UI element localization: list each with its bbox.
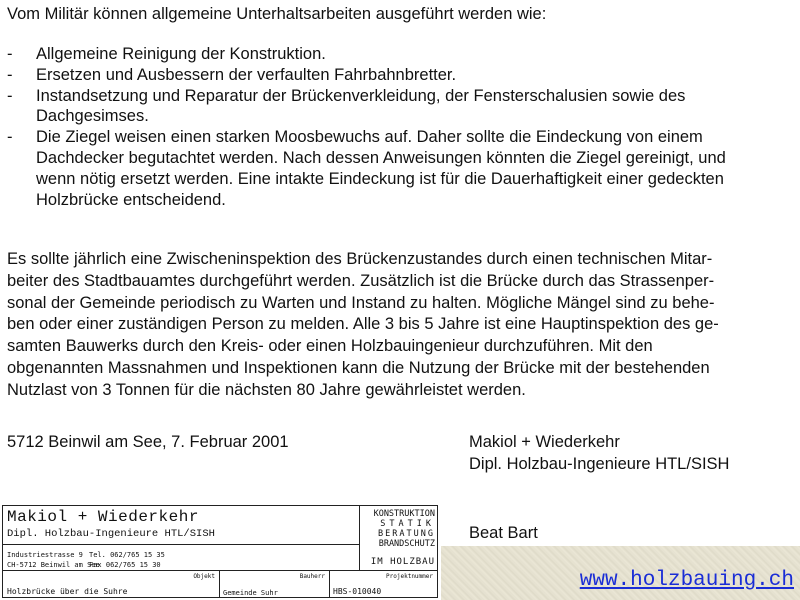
title-block bbox=[2, 505, 438, 598]
address-line: CH-5712 Beinwil am See bbox=[7, 561, 100, 569]
paragraph-line: beiter des Stadtbauamtes durchgeführt werden. Zusätzlich ist die Brücke durch das Strassenper- bbox=[7, 271, 715, 290]
objekt-value: Holzbrücke über die Suhre bbox=[7, 587, 128, 596]
fax-number: Fax 062/765 15 30 bbox=[89, 561, 161, 569]
list-item-text: Ersetzen und Ausbessern der verfaulten Fahrbahnbretter. bbox=[36, 65, 457, 84]
paragraph-line: samten Bauwerks durch den Kreis- oder einen Holzbauingenieur durchzuführen. Mit den bbox=[7, 337, 653, 356]
bullet-marker: - bbox=[7, 86, 13, 105]
title-block-services bbox=[361, 509, 435, 549]
signature-title: Dipl. Holzbau-Ingenieure HTL/SISH bbox=[469, 454, 730, 473]
signature-firm: Makiol + Wiederkehr bbox=[469, 433, 620, 451]
list-item bbox=[7, 44, 726, 65]
projektnummer-value: HBS-010040 bbox=[333, 587, 382, 596]
list-item bbox=[7, 86, 726, 128]
list-item-text: Dachdecker begutachtet werden. Nach dessen Anweisungen könnten die Ziegel gereinigt, und bbox=[36, 148, 726, 167]
list-item-text: Dachgesimses. bbox=[36, 107, 149, 126]
address-line: Industriestrasse 9 bbox=[7, 551, 83, 559]
service-label: BRANDSCHUTZ bbox=[378, 539, 435, 549]
title-block-firm: Makiol + Wiederkehr bbox=[7, 508, 199, 526]
im-holzbau-label: IM HOLZBAU bbox=[370, 557, 435, 567]
label-objekt: Objekt bbox=[193, 573, 215, 580]
list-item-text: Instandsetzung und Reparatur der Brückenverkleidung, der Fensterschalusien sowie des bbox=[36, 86, 686, 105]
bullet-marker: - bbox=[7, 65, 13, 84]
service-label: BERATUNG bbox=[378, 529, 435, 539]
phone-number: Tel. 062/765 15 35 bbox=[89, 551, 165, 559]
list-item-text: Holzbrücke entscheidend. bbox=[36, 190, 226, 209]
service-label: STATIK bbox=[380, 519, 435, 529]
bauherr-value: Gemeinde Suhr bbox=[223, 589, 278, 597]
title-block-subtitle: Dipl. Holzbau-Ingenieure HTL/SISH bbox=[7, 528, 215, 540]
bullet-marker: - bbox=[7, 128, 13, 147]
list-item bbox=[7, 65, 726, 86]
list-item-text: Allgemeine Reinigung der Konstruktion. bbox=[36, 45, 326, 63]
paragraph-line: sonal der Gemeinde periodisch zu Warten und Instand zu halten. Mögliche Mängel sind zu behe- bbox=[7, 293, 715, 312]
place-date: 5712 Beinwil am See, 7. Februar 2001 bbox=[7, 433, 289, 451]
divider bbox=[359, 506, 360, 570]
paragraph-line: obgenannten Massnahmen und Inspektionen kann die Nutzung der Brücke mit der bestehenden bbox=[7, 358, 710, 377]
divider bbox=[329, 570, 330, 598]
title-block-phone bbox=[89, 550, 165, 570]
signer-name: Beat Bart bbox=[469, 524, 538, 542]
list-item-text: wenn nötig ersetzt werden. Eine intakte Eindeckung ist für die Dauerhaftigkeit einer gedeckten bbox=[36, 169, 724, 188]
divider bbox=[3, 544, 359, 545]
maintenance-list bbox=[7, 44, 726, 210]
paragraph-line: ben oder einer zuständigen Person zu melden. Alle 3 bis 5 Jahre ist eine Hauptinspektion des ge- bbox=[7, 315, 719, 334]
list-item-text: Die Ziegel weisen einen starken Moosbewuchs auf. Daher sollte die Eindeckung von einem bbox=[36, 128, 703, 147]
title-block-address bbox=[7, 550, 100, 570]
inspection-paragraph bbox=[7, 249, 792, 402]
service-label: KONSTRUKTION bbox=[373, 509, 435, 519]
label-bauherr: Bauherr bbox=[299, 573, 325, 580]
list-item bbox=[7, 127, 726, 210]
divider bbox=[219, 570, 220, 598]
intro-text: Vom Militär können allgemeine Unterhaltsarbeiten ausgeführt werden wie: bbox=[7, 5, 547, 23]
paragraph-line: Nutzlast von 3 Tonnen für die nächsten 80 Jahre gewährleistet werden. bbox=[7, 380, 526, 399]
website-link[interactable]: www.holzbauing.ch bbox=[579, 569, 794, 592]
divider bbox=[3, 570, 437, 571]
bullet-marker: - bbox=[7, 45, 13, 63]
paragraph-line: Es sollte jährlich eine Zwischeninspektion des Brückenzustandes durch einen technischen Mitar- bbox=[7, 250, 713, 268]
label-projektnummer: Projektnummer bbox=[386, 573, 433, 580]
signature-block bbox=[469, 432, 729, 475]
